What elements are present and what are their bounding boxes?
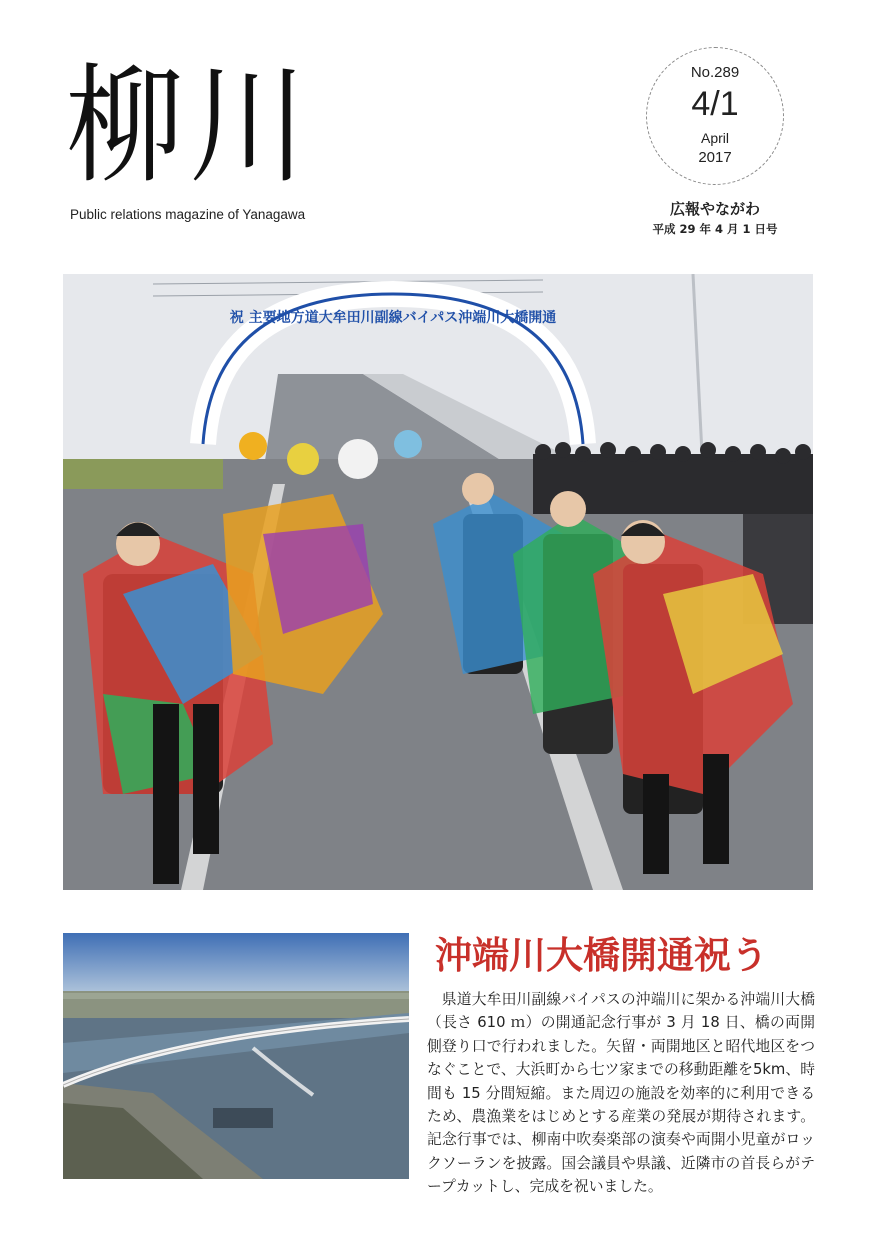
issue-number: No.289 (690, 64, 740, 81)
issue-month: April (700, 130, 729, 146)
issue-year: 2017 (698, 149, 732, 166)
hero-photo (63, 274, 813, 890)
article-headline: 沖端川大橋開通祝う (435, 933, 768, 977)
aerial-photo (63, 933, 409, 1179)
masthead-title: 柳川 (66, 52, 313, 201)
issue-date: 4/1 (691, 85, 739, 123)
issue-label: 平成 29 年 4 月 1 日号 (652, 222, 778, 236)
article-body: 県道大牟田川副線バイパスの沖端川に架かる沖端川大橋（長さ 610 ｍ）の開通記念行事が 3 月 18 日、橋の両開側登り口で行われました。矢留・両開地区と昭代地区をつなぐことで、大浜町から七ツ家までの移動距離を5km、時間も 15 分間短縮。また周辺の施設を効率的に利用できるため、農漁業をはじめとする産業の発展が期待されます。記念行事では、柳南中吹奏楽部の演奏や両開小児童がロックソーランを披露。国会議員や県議、近隣市の首長らがテープカットし、完成を祝いました。 (427, 991, 815, 1196)
masthead-subtitle: Public relations magazine of Yanagawa (70, 207, 306, 222)
arch-banner-text: 祝 主要地方道大牟田川副線バイパス沖端川大橋開通 (229, 310, 557, 326)
issue-badge (646, 47, 784, 185)
magazine-name: 広報やながわ (669, 200, 760, 218)
